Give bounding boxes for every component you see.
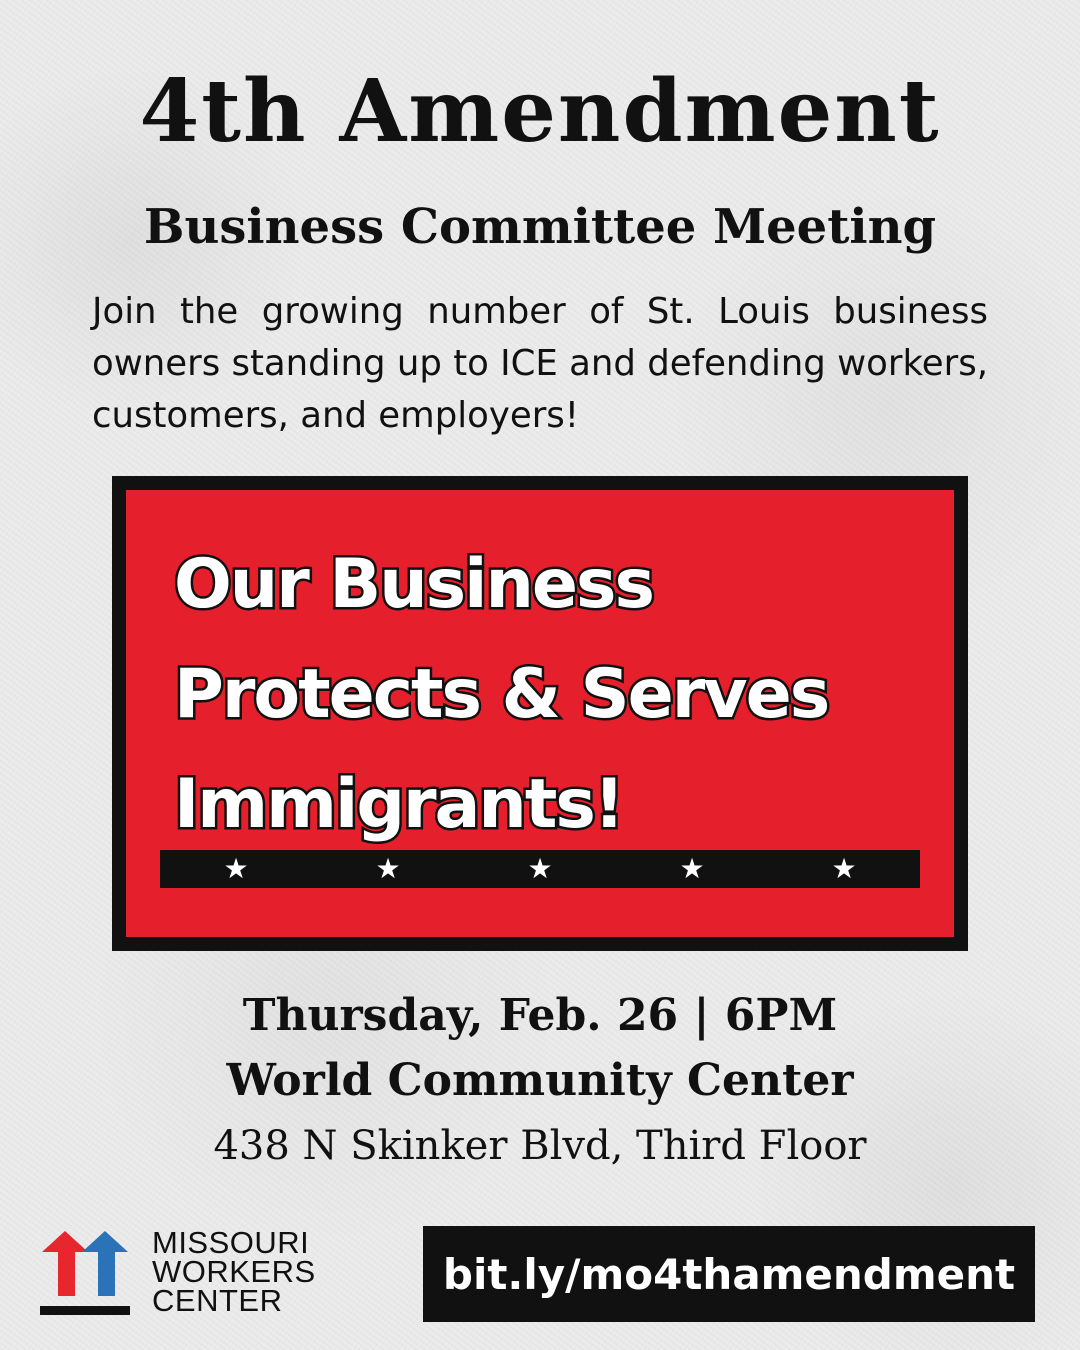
logo-wordmark bbox=[152, 1225, 316, 1318]
logo-line-1: MISSOURI bbox=[152, 1225, 310, 1260]
logo-line-2: WORKERS bbox=[152, 1254, 316, 1289]
slogan-line-2: Protects & Serves bbox=[174, 655, 829, 734]
signup-link-box[interactable] bbox=[423, 1226, 1035, 1322]
star-icon: ★ bbox=[223, 852, 249, 885]
star-icon: ★ bbox=[375, 852, 401, 885]
event-venue: World Community Center bbox=[226, 1055, 854, 1106]
red-and-blue-up-arrows-icon bbox=[40, 1226, 132, 1318]
event-address: 438 N Skinker Blvd, Third Floor bbox=[213, 1123, 867, 1169]
logo-line-3: CENTER bbox=[152, 1283, 283, 1318]
page-subtitle: Business Committee Meeting bbox=[143, 199, 937, 255]
slogan-text bbox=[174, 530, 828, 860]
event-details bbox=[0, 984, 1080, 1178]
star-band bbox=[160, 850, 920, 888]
star-icon: ★ bbox=[527, 852, 553, 885]
signup-link[interactable]: bit.ly/mo4thamendment bbox=[442, 1249, 1016, 1299]
slogan-line-1: Our Business bbox=[174, 545, 653, 624]
slogan-line-3: Immigrants! bbox=[174, 765, 623, 844]
star-icon: ★ bbox=[679, 852, 705, 885]
event-date-time: Thursday, Feb. 26 | 6PM bbox=[242, 990, 838, 1041]
missouri-workers-center-logo bbox=[40, 1226, 380, 1318]
star-icon: ★ bbox=[831, 852, 857, 885]
page-title: 4th Amendment bbox=[139, 61, 941, 162]
slogan-sign bbox=[112, 476, 968, 951]
intro-paragraph: Join the growing number of St. Louis business owners standing up to ICE and defending workers, customers, and employers! bbox=[92, 291, 988, 436]
